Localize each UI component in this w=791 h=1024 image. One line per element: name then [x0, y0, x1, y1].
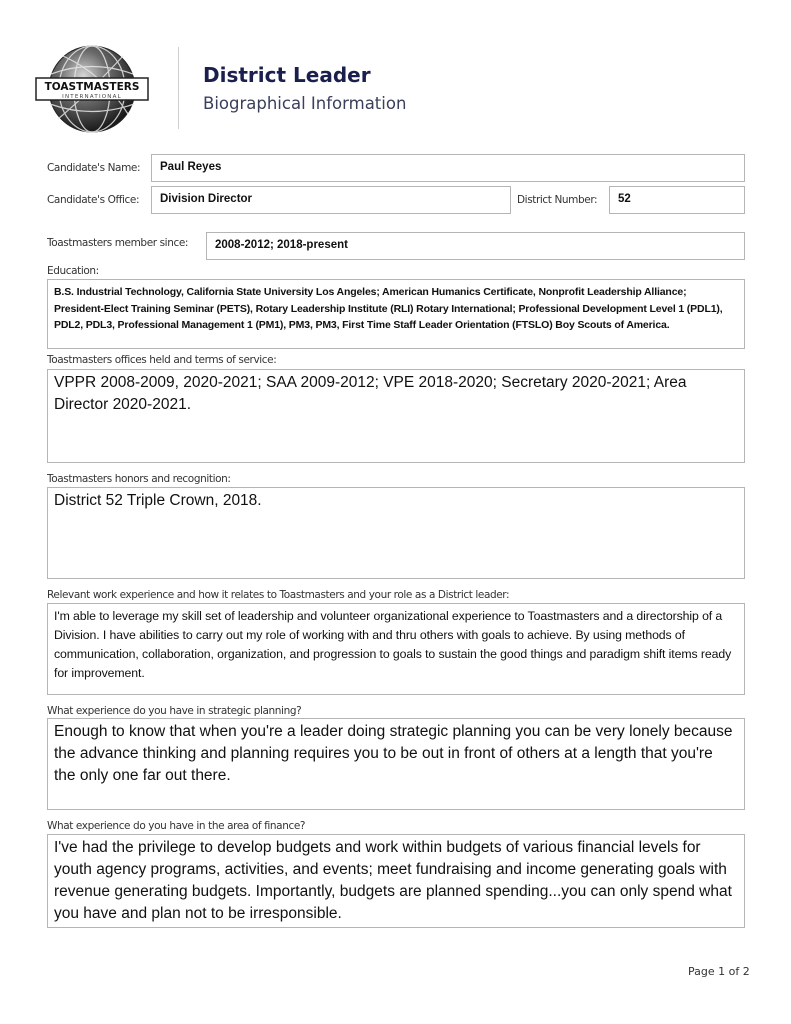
strategic-planning-value: Enough to know that when you're a leader doing strategic planning you can be very lonely because the advance thinking and planning requires you to be out in front of others at a length that you're the only one far out there.	[54, 723, 733, 784]
member-since-value: 2008-2012; 2018-present	[215, 239, 348, 251]
offices-held-field[interactable]	[47, 369, 745, 463]
education-value: B.S. Industrial Technology, California State University Los Angeles; American Humanics Certificate, Nonprofit Leadership Alliance; President-Elect Training Seminar (PETS), Rotary Leadership Institute (RLI) Rotary International; Professional Development Level 1 (PDL1), PDL2, PDL3, Professional Management 1 (PM1), PM3, PM3, First Time Staff Leader Orientation (FTSLO) Boy Scouts of America.	[54, 286, 723, 331]
district-number-label: District Number:	[517, 194, 598, 206]
work-experience-label: Relevant work experience and how it relates to Toastmasters and your role as a District leader:	[47, 589, 510, 601]
strategic-planning-label: What experience do you have in strategic planning?	[47, 705, 302, 717]
page-indicator: Page 1 of 2	[688, 965, 750, 978]
offices-held-label: Toastmasters offices held and terms of service:	[47, 354, 277, 366]
honors-label: Toastmasters honors and recognition:	[47, 473, 231, 485]
honors-field[interactable]	[47, 487, 745, 579]
education-field[interactable]	[47, 279, 745, 349]
header-divider	[178, 47, 179, 129]
candidate-office-value: Division Director	[160, 193, 253, 205]
finance-label: What experience do you have in the area of finance?	[47, 820, 306, 832]
candidate-name-label: Candidate's Name:	[47, 162, 141, 174]
svg-text:INTERNATIONAL: INTERNATIONAL	[62, 94, 122, 100]
candidate-office-label: Candidate's Office:	[47, 194, 140, 206]
work-experience-value: I'm able to leverage my skill set of leadership and volunteer organizational experience to Toastmasters and a directorship of a Division. I have abilities to carry out my role of working with and thru others with goals to achieve. By using methods of communication, collaboration, organization, and progression to goals to sustain the good things and paradigm shift items ready for improvement.	[54, 609, 732, 680]
svg-text:TOASTMASTERS: TOASTMASTERS	[44, 81, 140, 93]
finance-value: I've had the privilege to develop budgets and work within budgets of various financial levels for youth agency programs, activities, and events; meet fundraising and income generating goals with revenue generating budgets. Importantly, budgets are planned spending...you can only spend what you have and plan not to be irresponsible.	[54, 839, 732, 922]
member-since-field[interactable]	[206, 232, 745, 260]
district-number-field[interactable]	[609, 186, 745, 214]
offices-held-value: VPPR 2008-2009, 2020-2021; SAA 2009-2012; VPE 2018-2020; Secretary 2020-2021; Area Director 2020-2021.	[54, 374, 687, 413]
work-experience-field[interactable]	[47, 603, 745, 695]
candidate-name-value: Paul Reyes	[160, 161, 222, 173]
candidate-office-field[interactable]	[151, 186, 511, 214]
strategic-planning-field[interactable]	[47, 718, 745, 810]
education-label: Education:	[47, 265, 99, 277]
member-since-label: Toastmasters member since:	[47, 237, 189, 249]
honors-value: District 52 Triple Crown, 2018.	[54, 492, 262, 509]
finance-field[interactable]	[47, 834, 745, 928]
page-subtitle: Biographical Information	[203, 94, 407, 113]
header	[0, 0, 791, 140]
candidate-name-field[interactable]	[151, 154, 745, 182]
toastmasters-globe-logo	[33, 44, 151, 134]
district-number-value: 52	[618, 193, 631, 205]
page-title: District Leader	[203, 63, 371, 87]
